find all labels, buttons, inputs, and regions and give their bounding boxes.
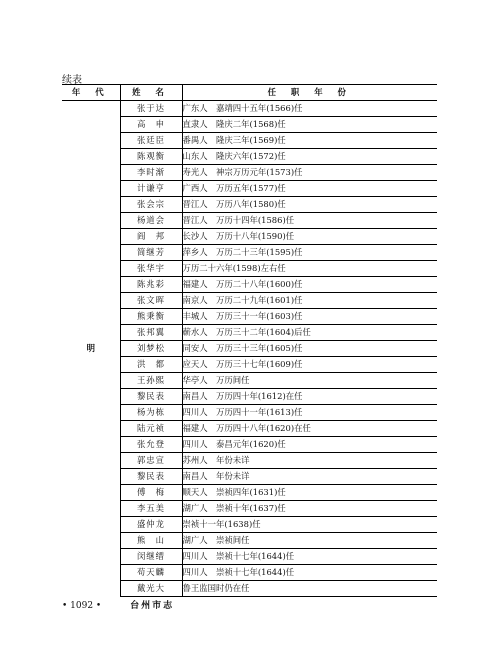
official-name: 洪 都 bbox=[120, 357, 182, 373]
official-tenure: 蕲水人 万历三十二年(1604)后任 bbox=[182, 325, 437, 341]
official-name: 张会宗 bbox=[120, 197, 182, 213]
header-post: 任 职 年 份 bbox=[182, 85, 437, 101]
official-tenure: 四川人 泰昌元年(1620)任 bbox=[182, 437, 437, 453]
official-tenure: 南京人 万历二十九年(1601)任 bbox=[182, 293, 437, 309]
official-tenure: 南昌人 年份未详 bbox=[182, 469, 437, 485]
official-tenure: 同安人 万历三十三年(1605)任 bbox=[182, 341, 437, 357]
official-name: 陈兆彩 bbox=[120, 277, 182, 293]
official-name: 闵继缙 bbox=[120, 549, 182, 565]
table-row bbox=[62, 101, 437, 117]
official-name: 王孙熙 bbox=[120, 373, 182, 389]
official-name: 黎民表 bbox=[120, 469, 182, 485]
official-tenure: 万历二十六年(1598)左右任 bbox=[182, 261, 437, 277]
page-number: • 1092 • bbox=[62, 601, 102, 611]
page-footer bbox=[62, 598, 174, 611]
official-name: 戴光大 bbox=[120, 581, 182, 597]
official-name: 杨为栋 bbox=[120, 405, 182, 421]
official-tenure: 鲁王监国时仍在任 bbox=[182, 581, 437, 597]
official-name: 杨道会 bbox=[120, 213, 182, 229]
official-name: 简继芳 bbox=[120, 245, 182, 261]
official-tenure: 湖广人 崇祯十年(1637)任 bbox=[182, 501, 437, 517]
official-name: 张廷臣 bbox=[120, 133, 182, 149]
official-tenure: 湖广人 崇祯间任 bbox=[182, 533, 437, 549]
official-name: 张华宇 bbox=[120, 261, 182, 277]
official-tenure: 寿光人 神宗万历元年(1573)任 bbox=[182, 165, 437, 181]
official-name: 刘梦松 bbox=[120, 341, 182, 357]
official-name: 李时渐 bbox=[120, 165, 182, 181]
official-name: 李五美 bbox=[120, 501, 182, 517]
official-name: 苟天麟 bbox=[120, 565, 182, 581]
official-tenure: 崇祯十一年(1638)任 bbox=[182, 517, 437, 533]
official-tenure: 福建人 万历二十八年(1600)任 bbox=[182, 277, 437, 293]
book-title: 台州市志 bbox=[130, 601, 175, 611]
official-tenure: 番禺人 隆庆三年(1569)任 bbox=[182, 133, 437, 149]
official-name: 郭忠宣 bbox=[120, 453, 182, 469]
official-tenure: 广西人 万历五年(1577)任 bbox=[182, 181, 437, 197]
era-cell: 明 bbox=[86, 343, 95, 354]
official-tenure: 华亭人 万历间任 bbox=[182, 373, 437, 389]
official-tenure: 直隶人 隆庆二年(1568)任 bbox=[182, 117, 437, 133]
table-header-row bbox=[62, 85, 437, 101]
official-tenure: 四川人 崇祯十七年(1644)任 bbox=[182, 565, 437, 581]
official-tenure: 应天人 万历三十七年(1609)任 bbox=[182, 357, 437, 373]
header-name: 姓 名 bbox=[120, 85, 182, 101]
official-name: 黎民表 bbox=[120, 389, 182, 405]
official-tenure: 广东人 嘉靖四十五年(1566)任 bbox=[182, 101, 437, 117]
official-name: 张于达 bbox=[120, 101, 182, 117]
official-name: 陈观衡 bbox=[120, 149, 182, 165]
official-name: 熊秉衡 bbox=[120, 309, 182, 325]
official-tenure: 南昌人 万历四十年(1612)在任 bbox=[182, 389, 437, 405]
official-tenure: 山东人 隆庆六年(1572)任 bbox=[182, 149, 437, 165]
officials-table bbox=[62, 84, 437, 597]
official-tenure: 四川人 崇祯十七年(1644)任 bbox=[182, 549, 437, 565]
official-name: 熊 山 bbox=[120, 533, 182, 549]
official-name: 傅 梅 bbox=[120, 485, 182, 501]
official-tenure: 苏州人 年份未详 bbox=[182, 453, 437, 469]
official-name: 阎 邦 bbox=[120, 229, 182, 245]
official-tenure: 晋江人 万历十四年(1586)任 bbox=[182, 213, 437, 229]
official-name: 高 申 bbox=[120, 117, 182, 133]
official-tenure: 顺天人 崇祯四年(1631)任 bbox=[182, 485, 437, 501]
official-tenure: 晋江人 万历八年(1580)任 bbox=[182, 197, 437, 213]
official-name: 盛仲龙 bbox=[120, 517, 182, 533]
official-tenure: 丰城人 万历三十一年(1603)任 bbox=[182, 309, 437, 325]
official-name: 张邦翼 bbox=[120, 325, 182, 341]
official-tenure: 长沙人 万历十八年(1590)任 bbox=[182, 229, 437, 245]
continued-label: 续表 bbox=[62, 75, 82, 86]
official-tenure: 福建人 万历四十八年(1620)在任 bbox=[182, 421, 437, 437]
official-name: 张允登 bbox=[120, 437, 182, 453]
official-name: 陆元祯 bbox=[120, 421, 182, 437]
official-tenure: 四川人 万历四十一年(1613)任 bbox=[182, 405, 437, 421]
official-name: 计谦亨 bbox=[120, 181, 182, 197]
official-name: 张文晖 bbox=[120, 293, 182, 309]
official-tenure: 萍乡人 万历二十三年(1595)任 bbox=[182, 245, 437, 261]
header-era: 年 代 bbox=[62, 85, 120, 101]
